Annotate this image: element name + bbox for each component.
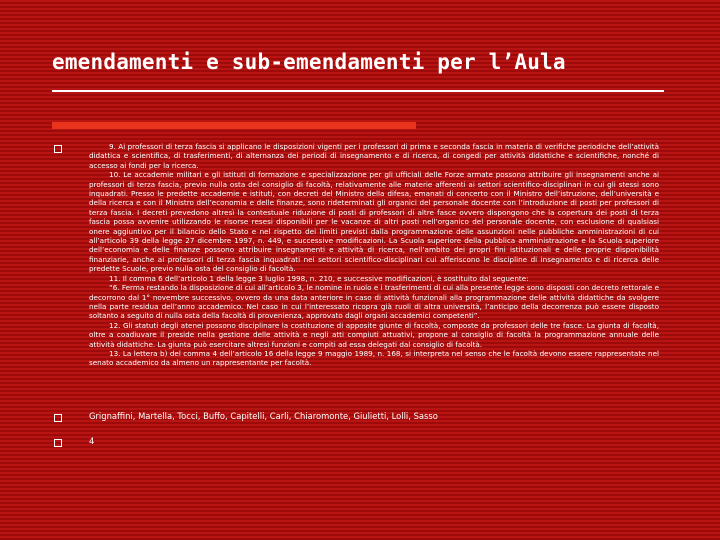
amendment-number: 4 bbox=[89, 436, 95, 446]
slide-title: emendamenti e sub-emendamenti per l’Aula bbox=[52, 50, 566, 74]
accent-bar bbox=[52, 122, 416, 129]
title-divider bbox=[52, 90, 664, 92]
paragraph-11-text: “6. Ferma restando la disposizione di cui all’articolo 3, le nomine in ruolo e i trasferimenti di cui alla presente legge sono disposti con decreto rettorale e decorrono dal 1° novembre successivo, ovvero da una data anteriore in caso di attività funzionali alla programmazione delle attività didattiche da svolgere nella parte residua dell’anno accademico. Nel caso in cui l’interessato ricopra già ruoli di altra università, l’anticipo della decorrenza può essere disposto soltanto a seguito di nulla osta della facoltà di provenienza, approvato dagli organi accademici competenti”. bbox=[89, 283, 659, 321]
authors-list: Grignaffini, Martella, Tocci, Buffo, Capitelli, Carli, Chiaromonte, Giulietti, Lolli, Sasso bbox=[89, 411, 438, 421]
paragraph-12: 12. Gli statuti degli atenei possono disciplinare la costituzione di apposite giunte di facoltà, composte da professori delle tre fasce. La giunta di facoltà, oltre a coadiuvare il preside nella gestione delle attività e negli atti compiuti attuativi, propone al consiglio di facoltà la programmazione annuale delle attività didattiche. La giunta può esercitare altresì funzioni e compiti ad essa delegati dal consiglio di facoltà. bbox=[89, 320, 659, 349]
bullet-icon bbox=[54, 439, 62, 447]
paragraph-9: 9. Ai professori di terza fascia si applicano le disposizioni vigenti per i professori di prima e seconda fascia in materia di verifiche periodiche dell’attività didattica e scientifica, di trasferimenti, di alternanza dei periodi di insegnamento e di ricerca, di congedi per attività didattiche e scientifiche, nonché di accesso ai fondi per la ricerca. bbox=[89, 142, 659, 170]
bullet-icon bbox=[54, 414, 62, 422]
paragraph-13: 13. La lettera b) del comma 4 dell’articolo 16 della legge 9 maggio 1989, n. 168, si interpreta nel senso che le facoltà devono essere rappresentate nel senato accademico da almeno un rappresentante per facoltà. bbox=[89, 348, 659, 368]
bullet-icon bbox=[54, 145, 62, 153]
paragraph-10: 10. Le accademie militari e gli istituti di formazione e specializzazione per gli ufficiali delle Forze armate possono attribuire gli insegnamenti anche ai professori di terza fascia, previo nulla osta del consiglio di facoltà, relativamente alle materie afferenti ai settori scientifico-disciplinari in cui gli stessi sono inquadrati. Presso le predette accademie e istituti, con decreti del Ministro della difesa, emanati di concerto con il Ministro dell’istruzione, dell’università e della ricerca e con il Ministro dell’economia e delle finanze, sono rideterminati gli organici del personale docente con l’introduzione di posti per professori di terza fascia. I decreti prevedono altresì la contestuale riduzione di posti di professori di altre fasce ovvero dispongono che la copertura dei posti di terza fascia possa avvenire utilizzando le risorse resesi disponibili per le vacanze di altri posti nell’organico del personale docente, con esclusione di qualsiasi onere aggiuntivo per il bilancio dello Stato e nel rispetto dei limiti previsti dalla programmazione delle assunzioni nelle pubbliche amministrazioni di cui all’articolo 39 della legge 27 dicembre 1997, n. 449, e successive modificazioni. La Scuola superiore della pubblica amministrazione e la Scuola superiore dell’economia e delle finanze possono attribuire insegnamenti e attività di ricerca, nell’ambito dei propri fini istituzionali e delle proprie disponibilità finanziarie, anche ai professori di terza fascia inquadrati nei settori scientifico-disciplinari cui afferiscono le discipline di insegnamento e di ricerca delle predette Scuole, previo nulla osta del consiglio di facoltà. bbox=[89, 170, 659, 274]
amendment-text bbox=[89, 142, 659, 368]
paragraph-11: 11. Il comma 6 dell’articolo 1 della legge 3 luglio 1998, n. 210, e successive modificazioni, è sostituito dal seguente: bbox=[109, 273, 529, 283]
